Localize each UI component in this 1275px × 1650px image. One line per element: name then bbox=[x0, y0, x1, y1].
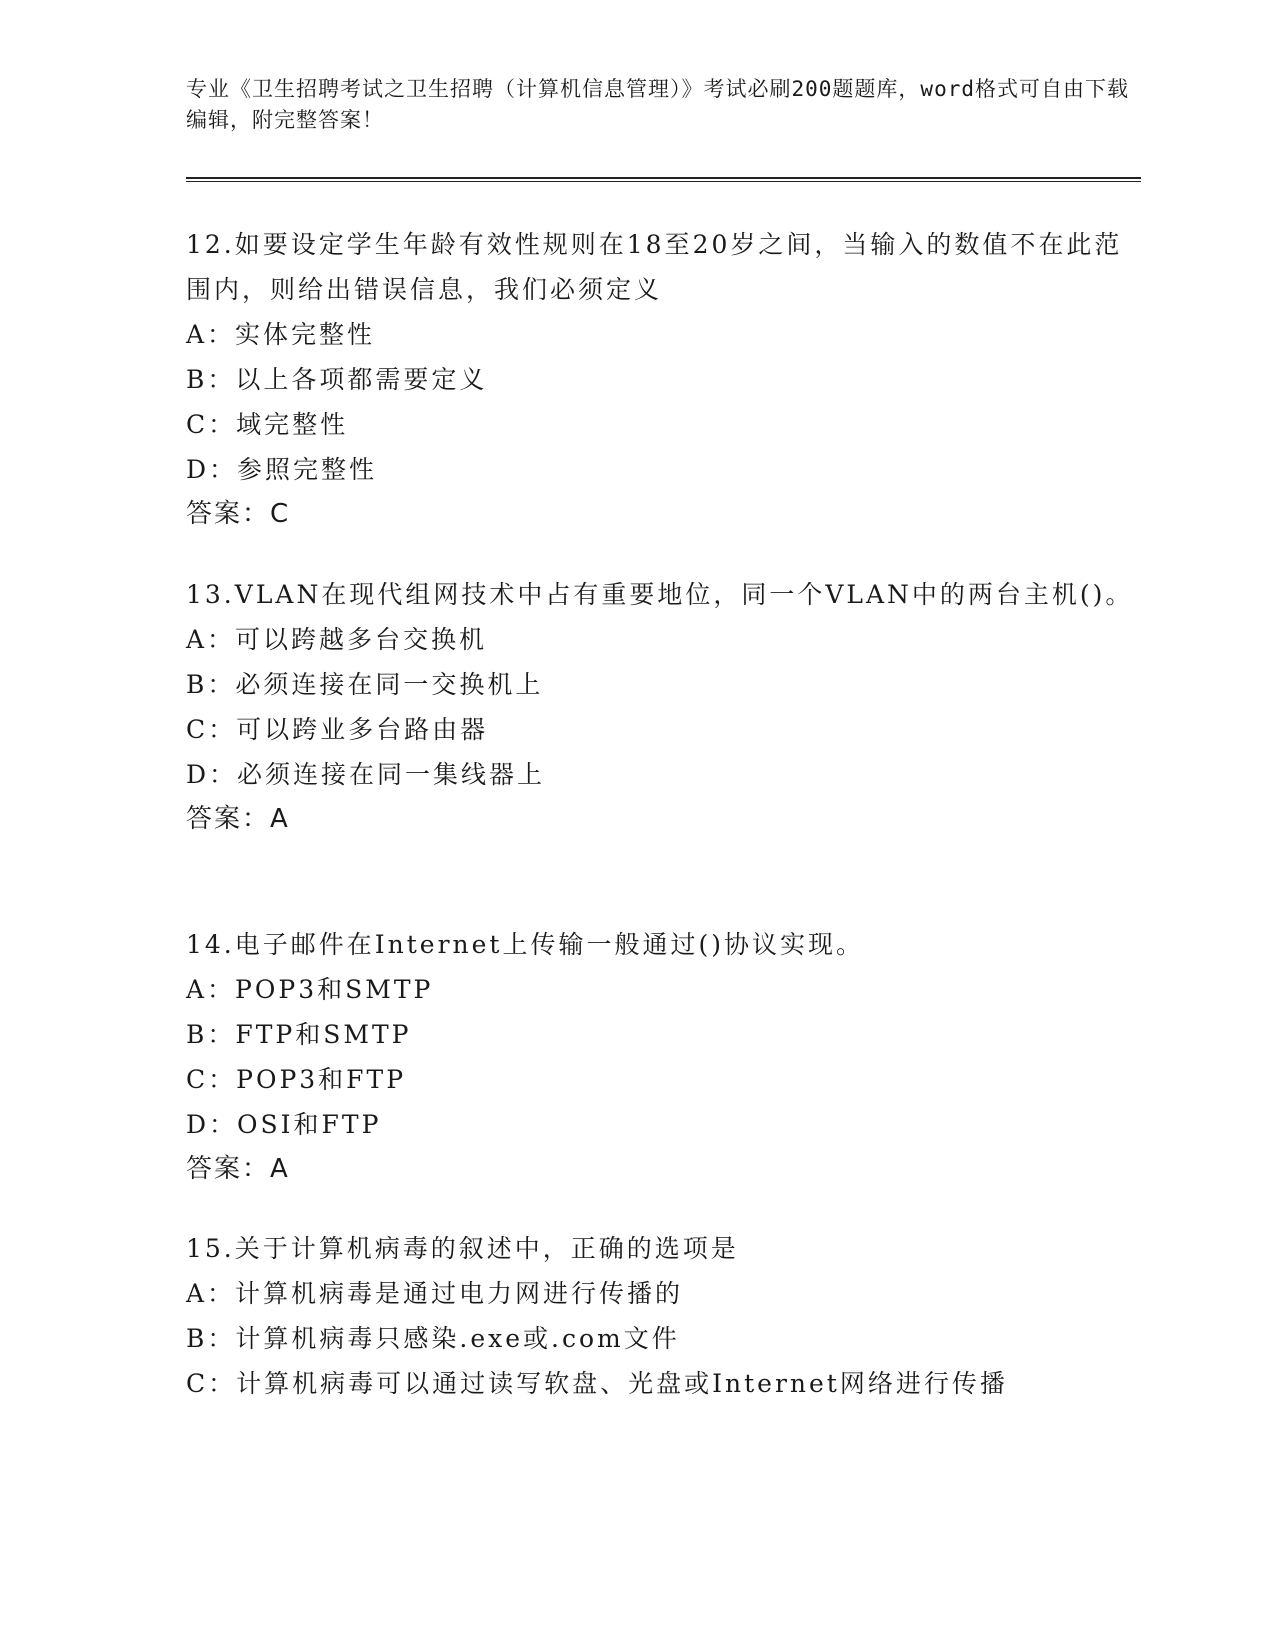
option-b: B：以上各项都需要定义 bbox=[186, 365, 488, 394]
answer: 答案：A bbox=[186, 1154, 290, 1184]
option-c: C：可以跨业多台路由器 bbox=[186, 715, 489, 744]
option-a: A：POP3和SMTP bbox=[186, 975, 434, 1004]
answer: 答案：C bbox=[186, 499, 291, 529]
option-b: B：FTP和SMTP bbox=[186, 1020, 412, 1049]
header-divider bbox=[186, 177, 1141, 182]
question-14 bbox=[186, 922, 1141, 1192]
option-b: B：必须连接在同一交换机上 bbox=[186, 670, 544, 699]
document-header: 专业《卫生招聘考试之卫生招聘（计算机信息管理）》考试必刷200题题库，word格式可自由下载编辑，附完整答案！ bbox=[186, 77, 1129, 132]
option-a: A：计算机病毒是通过电力网进行传播的 bbox=[186, 1279, 684, 1308]
question-stem: 15.关于计算机病毒的叙述中，正确的选项是 bbox=[186, 1234, 739, 1263]
question-15 bbox=[186, 1226, 1141, 1406]
option-c: C：域完整性 bbox=[186, 410, 349, 439]
question-stem: 12.如要设定学生年龄有效性规则在18至20岁之间，当输入的数值不在此范围内，则给出错误信息，我们必须定义 bbox=[186, 230, 1123, 304]
option-d: D：必须连接在同一集线器上 bbox=[186, 760, 546, 789]
option-d: D：OSI和FTP bbox=[186, 1110, 382, 1139]
question-stem: 14.电子邮件在Internet上传输一般通过()协议实现。 bbox=[186, 930, 864, 959]
option-a: A：实体完整性 bbox=[186, 320, 376, 349]
option-b: B：计算机病毒只感染.exe或.com文件 bbox=[186, 1324, 680, 1353]
question-13 bbox=[186, 572, 1141, 842]
option-a: A：可以跨越多台交换机 bbox=[186, 625, 488, 654]
option-c: C：POP3和FTP bbox=[186, 1065, 407, 1094]
question-stem: 13.VLAN在现代组网技术中占有重要地位，同一个VLAN中的两台主机()。 bbox=[186, 580, 1134, 609]
question-12 bbox=[186, 222, 1141, 537]
option-d: D：参照完整性 bbox=[186, 455, 378, 484]
answer: 答案：A bbox=[186, 804, 290, 834]
option-c: C：计算机病毒可以通过读写软盘、光盘或Internet网络进行传播 bbox=[186, 1369, 1008, 1398]
